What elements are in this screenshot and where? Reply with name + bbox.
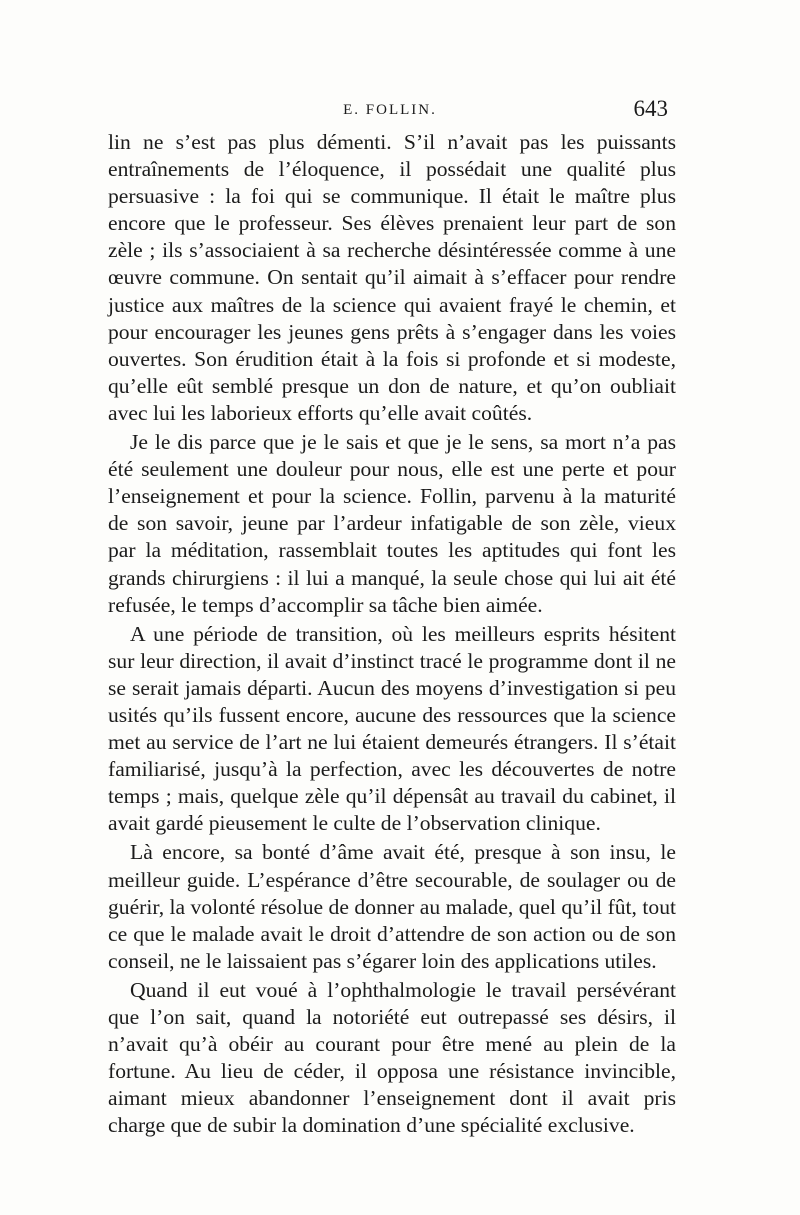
paragraph-1: lin ne s’est pas plus démenti. S’il n’avait pas les puissants entraînements de l’éloquence, il possédait une qualité plus persuasive : la foi qui se communique. Il était le maître plus encore que le professeur. Ses élèves prenaient leur part de son zèle ; ils s’associaient à sa recherche désintéressée comme à une œuvre commune. On sentait qu’il aimait à s’effacer pour rendre justice aux maîtres de la science qui avaient frayé le chemin, et pour encourager les jeunes gens prêts à s’engager dans les voies ouvertes. Son érudition était à la fois si profonde et si modeste, qu’elle eût semblé presque un don de nature, et qu’on oubliait avec lui les laborieux efforts qu’elle avait coûtés. xyxy=(108,130,676,425)
paragraph-5: Quand il eut voué à l’ophthalmologie le travail persévérant que l’on sait, quand la notoriété eut outrepassé ses désirs, il n’avait qu’à obéir au courant pour être mené au plein de la fortune. Au lieu de céder, il opposa une résistance invincible, aimant mieux abandonner l’enseignement dont il avait pris charge que de subir la domination d’une spécialité exclusive. xyxy=(108,977,676,1138)
paragraph-4: Là encore, sa bonté d’âme avait été, presque à son insu, le meilleur guide. L’espérance d’être secourable, de soulager ou de guérir, la volonté résolue de donner au malade, quel qu’il fût, tout ce que le malade avait le droit d’attendre de son action ou de son conseil, ne le laissaient pas s’égarer loin des applications utiles. xyxy=(108,840,676,973)
page-number: 643 xyxy=(633,96,668,121)
paragraph-3: A une période de transition, où les meilleurs esprits hésitent sur leur direction, il avait d’instinct tracé le programme dont il ne se serait jamais départi. Aucun des moyens d’investigation si peu usités qu’ils fussent encore, aucune des ressources que la science met au service de l’art ne lui étaient demeurés étrangers. Il s’était familiarisé, jusqu’à la perfection, avec les découvertes de notre temps ; mais, quelque zèle qu’il dépensât au travail du cabinet, il avait gardé pieusement le culte de l’observation clinique. xyxy=(108,621,676,836)
body-text xyxy=(108,129,676,1139)
paragraph-2: Je le dis parce que je le sais et que je le sens, sa mort n’a pas été seulement une douleur pour nous, elle est une perte et pour l’enseignement et pour la science. Follin, parvenu à la maturité de son savoir, jeune par l’ardeur infatigable de son zèle, vieux par la méditation, rassemblait toutes les aptitudes qui font les grands chirurgiens : il lui a manqué, la seule chose qui lui ait été refusée, le temps d’accomplir sa tâche bien aimée. xyxy=(108,430,676,617)
running-head xyxy=(108,96,672,126)
running-head-title: E. FOLLIN. xyxy=(343,102,437,118)
